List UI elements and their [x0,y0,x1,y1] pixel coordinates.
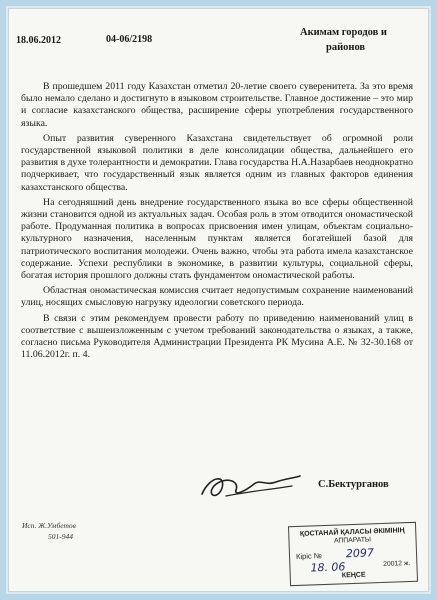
document-page [8,8,429,592]
paragraph: Опыт развития суверенного Казахстана свидетельствует об огромной роли государственной языковой политики в деле консолидации общества, дальнейшего его развития в духе толерантности и демократии. Глава государства Н.А.Назарбаев неоднократно подчеркивает, что государственный язык является одним из главных факторов единения казахстанского общества. [21,132,413,193]
handwritten-signature [196,466,306,504]
stamp-date: 18. 06 [310,560,346,575]
stamp-org-line: ҚОСТАНАЙ ҚАЛАСЫ ӘКІМІНІҢ [299,527,405,538]
stamp-org-line: АППАРАТЫ [333,536,372,545]
stamp-office: КЕҢСЕ [341,571,366,580]
executor-phone: 501-944 [48,532,73,541]
registration-stamp [288,522,418,586]
document-number: 04-06/2198 [106,34,153,45]
paragraph: На сегодняшний день внедрение государственного языка во все сферы общественной жизни становится одной из актуальных задач. Особая роль в этом отводится ономастической работе. Продуманная политика в вопросах присвоения имен улицам, объектам социально-культурного назначения, населенным пунктам является богатейшей базой для патриотического воспитания молодежи. Очень важно, чтобы эта работа имела казахстанское содержание. Успехи республики в экономике, в развитии культуры, социальной сферы, богатая история прошлого должны стать фундаментом ономастической работы. [21,196,413,282]
stamp-incoming-number: 2097 [345,546,375,561]
executor-name: Исп. Ж.Умбетов [22,521,76,530]
addressee [300,25,387,55]
paragraph: Областная ономастическая комиссия считает недопустимым сохранение наименований улиц, носящих смысловую нагрузку идеологии советского периода. [21,285,413,309]
executor-info [22,520,76,542]
addressee-line: Акимам городов и [300,27,387,38]
letter-body [21,81,413,364]
addressee-line: районов [326,42,366,53]
signer-name: С.Бектурганов [318,479,389,490]
stamp-year: 20012 ж. [383,560,411,568]
document-date: 18.06.2012 [16,35,61,46]
paragraph: В прошедшем 2011 году Казахстан отметил 20-летие своего суверенитета. За это время было немало сделано и достигнуто в языковом строительстве. Главное достижение – это мир и согласие казахстанского общества, расширение сферы употребления государственного языка. [21,81,413,129]
stamp-incoming-label: Кіріс № [295,551,322,561]
paragraph: В связи с этим рекомендуем провести работу по приведению наименований улиц в соответствие с вышеизложенным с учетом требований законодательства о языках, а также, согласно письма Руководителя Администрации Президента РК Мусина А.Е. № 32-30.168 от 11.06.2012г. п. 4. [21,312,413,361]
